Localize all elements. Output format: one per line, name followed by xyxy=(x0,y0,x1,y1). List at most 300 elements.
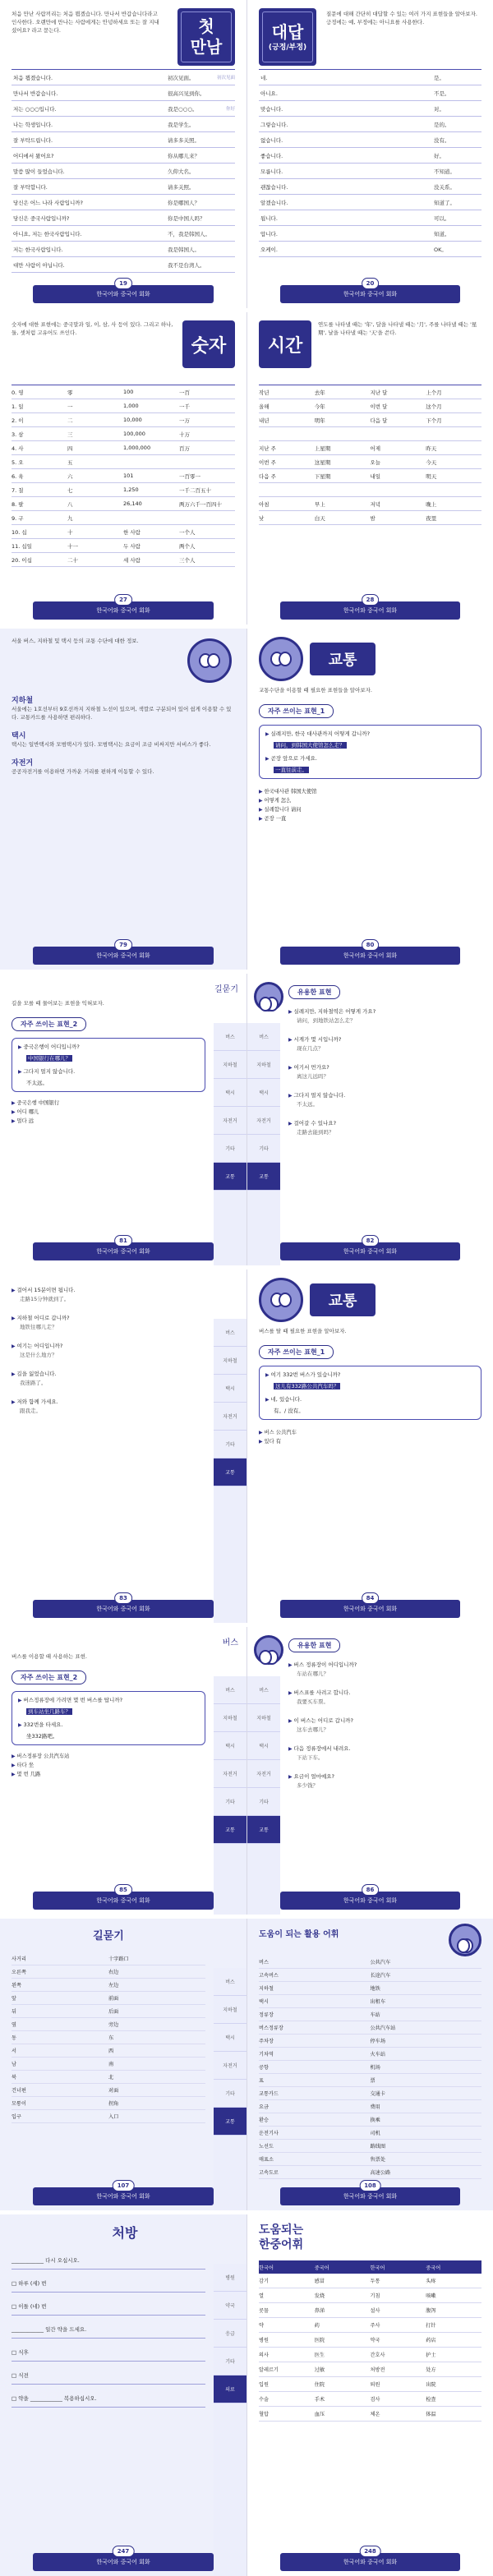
table-cell: 一个人 xyxy=(179,528,196,536)
phrase-korean: 모릅니다. xyxy=(260,168,283,175)
page-footer xyxy=(33,1237,214,1260)
info-text: 택시는 일반택시와 모범택시가 있다. 모범택시는 요금이 조금 비싸지만 서비스가 좋다. xyxy=(12,741,211,748)
chapter-tab-5[interactable]: 교통 xyxy=(214,1459,246,1486)
qa-item xyxy=(12,1398,205,1416)
vocab-korean: 건너편 xyxy=(12,2084,108,2097)
page-left xyxy=(0,974,246,1265)
vocab-item: ▶ 버스 公共汽车 xyxy=(259,1428,481,1437)
table-cell: 一千二百五十 xyxy=(179,486,211,494)
chapter-tab-1[interactable]: 지하철 xyxy=(214,1347,246,1375)
table-cell: 체온 xyxy=(370,2412,380,2417)
page-left xyxy=(0,629,246,970)
intro-text: 길을 모를 때 물어보는 표현을 익혀보자. xyxy=(12,1000,104,1007)
info-text: 공공자전거를 이용하면 가까운 거리를 편하게 이동할 수 있다. xyxy=(12,768,154,775)
table-cell: 白天 xyxy=(314,514,325,522)
chapter-tab-3[interactable]: 기타 xyxy=(214,2348,246,2376)
table-cell: 10,000 xyxy=(123,417,142,423)
spread-1 xyxy=(0,0,493,308)
page-title: 길묻기 xyxy=(93,1930,124,1942)
phrase-row xyxy=(259,70,481,85)
question: ▶ 다음 정류장에서 내려요. xyxy=(288,1744,481,1753)
table-cell: 간호사 xyxy=(370,2353,385,2358)
phrase-chinese: 没有。 xyxy=(434,136,450,144)
qa-item xyxy=(288,1063,481,1081)
qa-item xyxy=(288,1744,481,1763)
vocab-korean: 기차역 xyxy=(259,2048,371,2061)
vocab-korean: 지하철 xyxy=(259,1982,371,1995)
chapter-tab-0[interactable]: 버스 xyxy=(214,1319,246,1347)
footer-text: 한국어와 중국어 회화 xyxy=(343,607,398,614)
page-left xyxy=(0,0,246,308)
page-footer xyxy=(280,2548,460,2571)
chapter-tab-2[interactable]: 응급 xyxy=(214,2320,246,2348)
table-cell: 처방전 xyxy=(370,2367,385,2373)
answer: 有。/ 没有。 xyxy=(274,1408,304,1414)
table-cell: 上个月 xyxy=(426,389,442,396)
chapter-tab-0[interactable]: 버스 xyxy=(214,1968,246,1996)
answer: 这是什么地方？ xyxy=(20,1352,58,1358)
phrase-pill: 유용한 표현 xyxy=(288,985,340,999)
phrase-tag: 初次见面 xyxy=(216,76,235,81)
answer: 地铁往哪儿走？ xyxy=(20,1324,58,1330)
table-row xyxy=(259,2362,481,2377)
phrase-korean: 좋습니다. xyxy=(260,152,283,159)
dialog-bubble xyxy=(259,725,481,779)
question: ▶ 지하철 어디로 갑니까? xyxy=(12,1314,205,1323)
chapter-tab-2[interactable]: 택시 xyxy=(247,1732,280,1760)
vocab-chinese: 换乘 xyxy=(371,2113,482,2127)
chapter-tab-4[interactable]: 기타 xyxy=(247,1788,280,1816)
vocab-korean: 교통카드 xyxy=(259,2087,371,2100)
chapter-tab-0[interactable]: 병원 xyxy=(214,2264,246,2292)
phrase-chinese: 没关系。 xyxy=(434,183,455,191)
phrase-row xyxy=(12,70,235,85)
table-cell: 十万 xyxy=(179,431,190,438)
page-title: 처방 xyxy=(112,2225,138,2241)
page-right xyxy=(246,2214,493,2576)
page-footer xyxy=(280,597,460,620)
spread-6 xyxy=(0,1627,493,1915)
table-cell: 수술 xyxy=(259,2397,269,2403)
chapter-tab-2[interactable]: 택시 xyxy=(214,1732,246,1760)
table-cell: 11. 십일 xyxy=(12,542,32,550)
answer: 我要买车票。 xyxy=(297,1698,329,1705)
vocab-chinese: 费用 xyxy=(371,2100,482,2113)
table-cell: 1,000 xyxy=(123,403,139,409)
phrase-korean: 나는 학생입니다. xyxy=(13,121,53,128)
footer-text: 한국어와 중국어 회화 xyxy=(343,2193,398,2200)
table-cell: 一千 xyxy=(179,403,190,410)
vocab-korean: 환승 xyxy=(259,2113,371,2127)
phrase-row xyxy=(259,85,481,101)
vocab-korean: 택시 xyxy=(259,1995,371,2008)
table-cell: 一万 xyxy=(179,417,190,424)
page-number: 28 xyxy=(362,594,380,606)
vocab-korean: 버스 xyxy=(259,1956,371,1969)
table-row xyxy=(12,553,235,567)
info-text: 서울에는 1호선부터 9호선까지 지하철 노선이 있으며, 색깔로 구분되어 있어 쉽게 이용할 수 있다. 교통카드를 사용하면 편리하다. xyxy=(12,706,232,721)
chapter-tab-3[interactable]: 자전거 xyxy=(214,1107,246,1135)
chapter-tab-4[interactable]: 기타 xyxy=(214,2080,246,2108)
vocab-chinese: 拐角 xyxy=(108,2097,205,2110)
chapter-tabs xyxy=(214,1319,246,1623)
table-cell: 입원 xyxy=(259,2382,269,2388)
pill-wrap xyxy=(259,1342,481,1359)
table-cell: 早上 xyxy=(314,500,325,508)
chapter-tab-2[interactable]: 택시 xyxy=(214,2024,246,2052)
answer-highlight: 请问，到韩国大使馆怎么走？ xyxy=(275,742,345,749)
table-cell: 咳嗽 xyxy=(426,2293,436,2299)
table-cell: 今年 xyxy=(314,403,325,410)
table-cell: 四 xyxy=(67,445,73,452)
table-cell: 약 xyxy=(259,2323,264,2329)
section-title: 숫자 xyxy=(182,320,235,368)
spread-8 xyxy=(0,2214,493,2576)
vocab-korean: 표 xyxy=(259,2074,371,2087)
vocab-chinese: 出租车 xyxy=(371,1995,482,2008)
dialog-bubble xyxy=(12,1038,205,1092)
table-cell: 2. 이 xyxy=(12,417,24,424)
answer xyxy=(274,1382,475,1390)
page-footer xyxy=(280,280,460,303)
vocab-chinese: 前面 xyxy=(108,1992,205,2005)
page-right xyxy=(246,1627,493,1915)
vocab-item: ▶ 버스정류장 公共汽车站 xyxy=(12,1752,205,1761)
chapter-tab-3[interactable]: 자전거 xyxy=(247,1107,280,1135)
table-header xyxy=(259,2260,481,2274)
table-row xyxy=(259,455,481,469)
phrase-chinese: 久仰大名。 xyxy=(168,168,195,175)
chapter-tab-5[interactable]: 교통 xyxy=(214,2108,246,2136)
page-footer xyxy=(33,280,214,303)
answer xyxy=(274,766,475,774)
vocab-chinese: 左边 xyxy=(108,1979,205,1992)
vocab-chinese: 南 xyxy=(108,2058,205,2071)
table-cell: 七 xyxy=(67,486,73,494)
page-footer xyxy=(33,2182,214,2205)
chapter-tab-4[interactable]: 기타 xyxy=(214,1431,246,1459)
chapter-tabs xyxy=(214,1023,246,1265)
vocab-chinese: 停车场 xyxy=(371,2035,482,2048)
footer-text: 한국어와 중국어 회화 xyxy=(96,1606,150,1612)
phrase-korean: 만나서 반갑습니다. xyxy=(13,90,58,97)
phrase-chinese: 很高兴见到你。 xyxy=(168,90,205,97)
question: ▶ 실례지만, 지하철역은 어떻게 가요? xyxy=(288,1007,481,1016)
phrase-row xyxy=(12,195,235,210)
vocab-korean: 요금 xyxy=(259,2100,371,2113)
page-footer xyxy=(33,1887,214,1910)
table-cell: 의사 xyxy=(259,2353,269,2358)
answer-highlight: 中国银行在哪儿？ xyxy=(28,1055,71,1062)
page-number: 107 xyxy=(113,2180,135,2191)
table-cell: 10. 십 xyxy=(12,528,27,536)
table-cell: 26,140 xyxy=(123,500,142,507)
table-cell: 검사 xyxy=(370,2397,380,2403)
page-number: 20 xyxy=(362,278,380,289)
chapter-tab-0[interactable]: 버스 xyxy=(247,1023,280,1051)
table-row xyxy=(259,2348,481,2362)
vocab-korean: 오른쪽 xyxy=(12,1965,108,1979)
chapter-tab-2[interactable]: 택시 xyxy=(214,1375,246,1403)
page-right xyxy=(246,974,493,1265)
vocab-korean: 주차장 xyxy=(259,2035,371,2048)
vocab-item: ▶ 어디 哪儿 xyxy=(12,1108,205,1117)
phrase-pill: 자주 쓰이는 표현_1 xyxy=(259,704,334,718)
vocab-item: ▶ 곧장 一直 xyxy=(259,814,481,823)
page-footer xyxy=(280,942,460,965)
table-cell: 100 xyxy=(123,389,134,395)
chapter-tab-1[interactable]: 지하철 xyxy=(214,1704,246,1732)
phrase-row xyxy=(12,257,235,273)
header-cell: 한국어 xyxy=(259,2265,274,2271)
question: ▶ 그다지 멀지 않습니다. xyxy=(288,1091,481,1100)
chapter-tab-0[interactable]: 버스 xyxy=(247,1676,280,1704)
intro-text: 교통수단을 이용할 때 필요한 표현들을 알아보자. xyxy=(259,687,372,694)
phrase-chinese: 我是韩国人。 xyxy=(168,246,200,253)
answer: 我迷路了。 xyxy=(20,1380,47,1386)
qa-item xyxy=(12,1370,205,1388)
intro-text: 질문에 대해 간단히 대답할 수 있는 여러 가지 표현들을 알아보자. 긍정에는 예, 부정에는 아니요를 사용한다. xyxy=(326,11,477,25)
footer-text: 한국어와 중국어 회화 xyxy=(343,291,398,297)
phrase-row xyxy=(259,148,481,164)
answer: 多少钱？ xyxy=(297,1782,318,1789)
answer: 跟我走。 xyxy=(20,1408,41,1414)
table-cell: 发烧 xyxy=(314,2293,325,2299)
vocab-korean: 옆 xyxy=(12,2018,108,2031)
phrase-row xyxy=(12,101,235,117)
page-number: 108 xyxy=(359,2180,381,2191)
table-row xyxy=(259,483,481,497)
table-cell: 明天 xyxy=(426,472,437,480)
table-cell: 한 사람 xyxy=(123,528,141,536)
page-title: 길묻기 xyxy=(214,985,238,994)
section-header xyxy=(12,320,235,378)
chapter-tab-4[interactable]: 기타 xyxy=(214,1788,246,1816)
phrase-korean: 처음 뵙겠습니다. xyxy=(13,74,53,81)
table-row xyxy=(12,385,235,399)
question: ▶ 저와 함께 가세요. xyxy=(12,1398,205,1407)
phrase-korean: 아니요, 저는 한국사람입니다. xyxy=(13,230,82,237)
phrase-row xyxy=(259,210,481,226)
chapter-tab-3[interactable]: 자전거 xyxy=(247,1760,280,1788)
vocab-chinese: 东 xyxy=(108,2031,205,2044)
table-cell: 药店 xyxy=(426,2338,436,2343)
qa-item xyxy=(288,1689,481,1707)
answer: 坐332路吧。 xyxy=(26,1733,58,1740)
vocab-chinese: 司机 xyxy=(371,2127,482,2140)
page-title: 도움되는 한중어휘 xyxy=(259,2223,304,2251)
section-title: 교통 xyxy=(310,643,376,675)
vocab-chinese: 高速公路 xyxy=(371,2166,482,2179)
qa-item xyxy=(288,1717,481,1735)
info-item xyxy=(12,757,235,776)
table-cell: 콧물 xyxy=(259,2308,269,2314)
section-subtitle: (긍정/부정) xyxy=(268,43,307,52)
table-cell: 三 xyxy=(67,431,73,438)
section-title: 대답 xyxy=(271,21,304,42)
phrase-row xyxy=(12,117,235,132)
chapter-tab-1[interactable]: 지하철 xyxy=(247,1051,280,1079)
page-right xyxy=(246,1270,493,1623)
vocab-chinese: 右边 xyxy=(108,1965,205,1979)
spread-4 xyxy=(0,974,493,1265)
chapter-tab-0[interactable]: 버스 xyxy=(214,1676,246,1704)
table-cell: 十一 xyxy=(67,542,78,550)
phrase-chinese: 不，我是韩国人。 xyxy=(168,230,210,237)
phrase-lines xyxy=(12,1286,205,1416)
table-cell: 주사 xyxy=(370,2323,380,2329)
table-cell: 세 사람 xyxy=(123,556,141,564)
phrase-chinese: 我不是台湾人。 xyxy=(168,261,205,269)
vocab-korean: 고속도로 xyxy=(259,2166,371,2179)
mascot-illustration xyxy=(449,1924,481,1956)
answer: 离这儿远吗？ xyxy=(297,1073,329,1080)
vocab-chinese: 公共汽车站 xyxy=(371,2021,482,2035)
table-cell: 打针 xyxy=(426,2323,436,2329)
table-row xyxy=(259,385,481,399)
table-cell: 检查 xyxy=(426,2397,436,2403)
dialog-bubble xyxy=(259,1366,481,1420)
section-header xyxy=(259,1278,481,1322)
table-cell: 鼻涕 xyxy=(314,2308,325,2314)
table-row xyxy=(259,399,481,413)
page-footer xyxy=(280,1887,460,1910)
chapter-tab-2[interactable]: 택시 xyxy=(214,1079,246,1107)
phrase-korean: 그렇습니다. xyxy=(260,121,288,128)
vocab-chinese: 十字路口 xyxy=(108,1952,205,1965)
footer-text: 한국어와 중국어 회화 xyxy=(343,1606,398,1612)
page-footer xyxy=(280,2182,460,2205)
section-title: 교통 xyxy=(310,1283,376,1316)
section-title: 첫 만남 xyxy=(190,16,223,57)
vocab-korean: 앞 xyxy=(12,1992,108,2005)
question: ▶ 그다지 멀지 않습니다. xyxy=(18,1067,199,1076)
chapter-tab-5[interactable]: 교통 xyxy=(214,1816,246,1844)
phrase-row xyxy=(12,226,235,242)
table-row xyxy=(12,399,235,413)
table-cell: 내년 xyxy=(259,417,270,424)
question: ▶ 실례지만, 한국 대사관까지 어떻게 갑니까? xyxy=(265,730,475,739)
chapter-tab-1[interactable]: 지하철 xyxy=(247,1704,280,1732)
footer-text: 한국어와 중국어 회화 xyxy=(343,1897,398,1904)
phrase-list xyxy=(12,69,235,273)
table-row xyxy=(259,511,481,525)
chapter-tab-1[interactable]: 지하철 xyxy=(214,1051,246,1079)
phrase-chinese: 好。 xyxy=(434,152,445,159)
vocab-chinese: 入口 xyxy=(108,2110,205,2123)
page-left xyxy=(0,1627,246,1915)
question: ▶ 걸어서 15분이면 됩니다. xyxy=(12,1286,205,1295)
table-cell: 다음 달 xyxy=(370,417,388,424)
chapter-tabs xyxy=(214,1968,246,2210)
table-row xyxy=(12,511,235,525)
page-footer xyxy=(280,1237,460,1260)
qa-item xyxy=(12,1314,205,1332)
phrase-row xyxy=(12,164,235,179)
phrase-chinese: 是的。 xyxy=(434,121,450,128)
page-right xyxy=(246,0,493,308)
prescription-line: □ 약을 ____________ 복용하십시오. xyxy=(12,2394,205,2408)
table-cell: 六 xyxy=(67,472,73,480)
vocab-korean: 뒤 xyxy=(12,2005,108,2018)
prescription-line: □ 식후 xyxy=(12,2348,205,2362)
footer-text: 한국어와 중국어 회화 xyxy=(343,952,398,959)
prescription-form xyxy=(12,2256,205,2408)
phrase-korean: 오케이. xyxy=(260,246,278,253)
chapter-tab-4[interactable]: 의료 xyxy=(214,2376,246,2403)
chapter-tab-0[interactable]: 버스 xyxy=(214,1023,246,1051)
table-row xyxy=(259,2274,481,2288)
vocab-korean: 입구 xyxy=(12,2110,108,2123)
table-cell: 저녁 xyxy=(370,500,381,508)
time-table xyxy=(259,385,481,525)
chapter-tab-3[interactable]: 자전거 xyxy=(214,2052,246,2080)
chapter-tab-5[interactable]: 교통 xyxy=(214,1163,246,1191)
footer-text: 한국어와 중국어 회화 xyxy=(96,1897,150,1904)
spread-2 xyxy=(0,312,493,624)
table-cell: 이번 달 xyxy=(370,403,388,410)
chapter-tab-3[interactable]: 자전거 xyxy=(214,1403,246,1431)
chapter-tab-1[interactable]: 지하철 xyxy=(214,1996,246,2024)
chapter-tabs xyxy=(214,2264,246,2576)
table-cell: 내일 xyxy=(370,472,381,480)
question: ▶ 길을 잃었습니다. xyxy=(12,1370,205,1379)
chapter-tab-4[interactable]: 기타 xyxy=(247,1135,280,1163)
page-footer xyxy=(33,597,214,620)
header-cell: 중국어 xyxy=(314,2265,329,2271)
table-row xyxy=(259,413,481,427)
footer-text: 한국어와 중국어 회화 xyxy=(96,1248,150,1255)
table-cell: 十 xyxy=(67,528,73,536)
table-row xyxy=(12,539,235,553)
chapter-tab-5[interactable]: 교통 xyxy=(247,1816,280,1844)
section-header xyxy=(259,637,481,681)
chapter-tab-5[interactable]: 교통 xyxy=(247,1163,280,1191)
table-cell: 알레르기 xyxy=(259,2367,279,2373)
phrase-tag: 你好 xyxy=(225,107,235,112)
table-cell: 体温 xyxy=(426,2412,436,2417)
vocab-item: ▶ 타다 坐 xyxy=(12,1761,205,1770)
question: ▶ 네, 있습니다. xyxy=(265,1395,475,1404)
page-number: 82 xyxy=(362,1235,380,1247)
vocab-chinese: 售票处 xyxy=(371,2153,482,2166)
chapter-tab-3[interactable]: 자전거 xyxy=(214,1760,246,1788)
table-cell: 지난 달 xyxy=(370,389,388,396)
table-cell: 夜里 xyxy=(426,514,437,522)
table-cell: 血压 xyxy=(314,2412,325,2417)
table-cell: 感冒 xyxy=(314,2279,325,2284)
page-number: 248 xyxy=(359,2546,381,2557)
table-row xyxy=(259,2288,481,2303)
chapter-tab-4[interactable]: 기타 xyxy=(214,1135,246,1163)
chapter-tab-1[interactable]: 약국 xyxy=(214,2292,246,2320)
table-cell: 零 xyxy=(67,389,73,396)
table-cell: 20. 이십 xyxy=(12,556,32,564)
phrase-korean: 당신은 중국사람입니까? xyxy=(13,214,70,222)
table-cell: 이번 주 xyxy=(259,459,276,466)
vocab-korean: 운전기사 xyxy=(259,2127,371,2140)
info-item xyxy=(12,730,235,749)
chapter-tab-2[interactable]: 택시 xyxy=(247,1079,280,1107)
section-header xyxy=(259,320,481,378)
table-cell: 八 xyxy=(67,500,73,508)
phrase-korean: 저는 ○○○입니다. xyxy=(13,105,57,113)
question: ▶ 시계가 몇 시입니까? xyxy=(288,1035,481,1044)
table-cell: 住院 xyxy=(314,2382,325,2388)
page-number: 81 xyxy=(114,1235,132,1247)
phrase-chinese: 你是哪国人？ xyxy=(168,199,200,206)
phrase-korean: 대만 사람이 아닙니다. xyxy=(13,261,65,269)
